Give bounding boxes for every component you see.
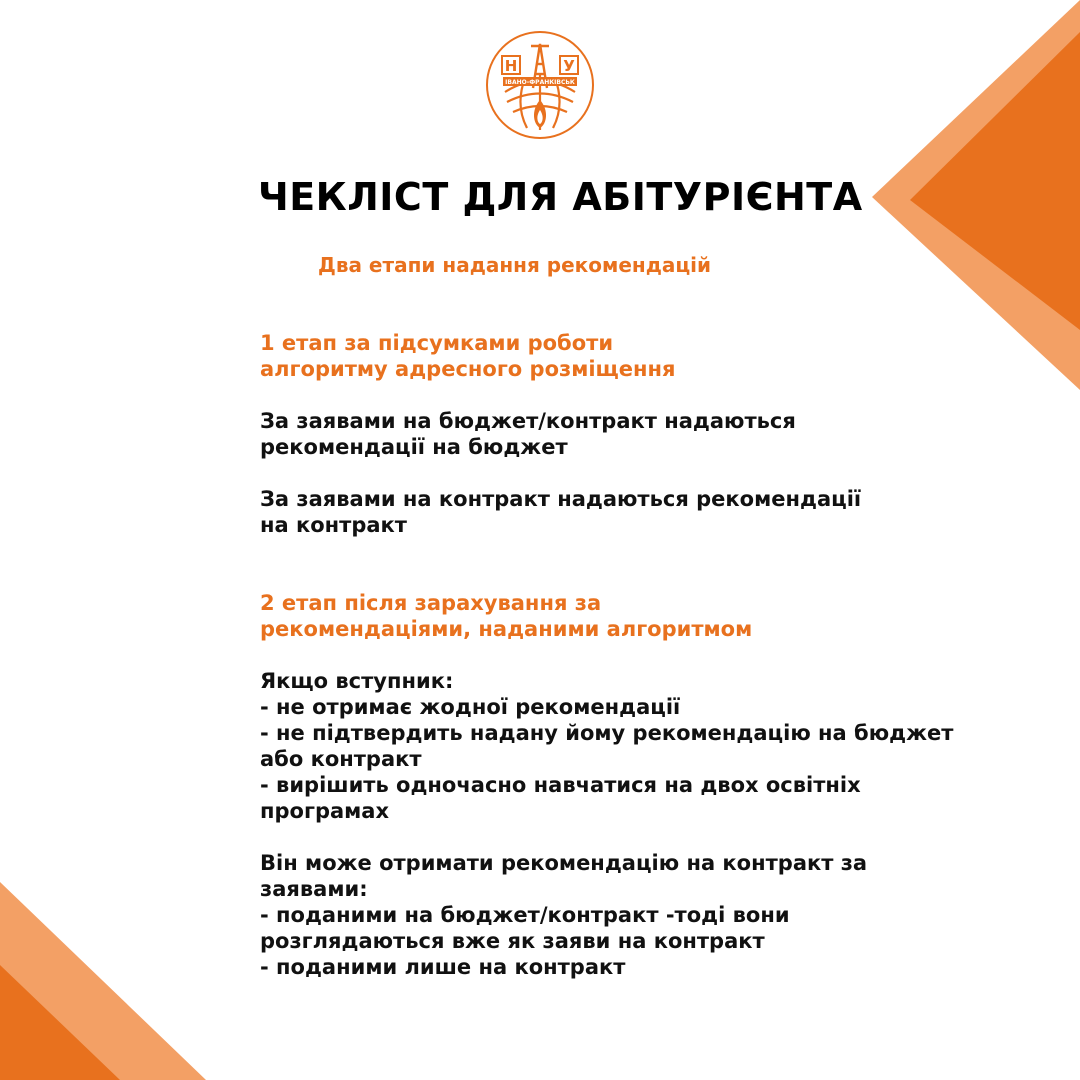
- text-line: програмах: [260, 799, 390, 823]
- text-line: або контракт: [260, 747, 422, 771]
- stage-1-paragraph: [260, 486, 950, 538]
- text-line: - не підтвердить надану йому рекомендацію на бюджет: [260, 721, 954, 745]
- text-line: на контракт: [260, 513, 407, 537]
- logo-letter-right: У: [563, 57, 575, 75]
- text-line: Якщо вступник:: [260, 669, 454, 693]
- stage-2-options: [260, 850, 950, 980]
- text-line: За заявами на контракт надаються рекомендації: [260, 487, 862, 511]
- text-line: рекомендації на бюджет: [260, 435, 568, 459]
- logo-ribbon-text: ІВАНО-ФРАНКІВСЬК: [505, 79, 575, 86]
- stage-1-paragraph: [260, 408, 950, 460]
- stage-1-heading-line: 1 етап за підсумками роботи: [260, 331, 614, 355]
- text-line: - вирішить одночасно навчатися на двох освітніх: [260, 773, 861, 797]
- stage-2-conditions: [260, 668, 954, 824]
- page-title: ЧЕКЛІСТ ДЛЯ АБІТУРІЄНТА: [258, 175, 863, 219]
- text-line: - поданими лише на контракт: [260, 955, 626, 979]
- page-subtitle: Два етапи надання рекомендацій: [318, 253, 712, 277]
- text-line: розглядаються вже як заяви на контракт: [260, 929, 765, 953]
- text-line: - не отримає жодної рекомендації: [260, 695, 681, 719]
- stage-2-heading: [260, 590, 950, 642]
- text-line: заявами:: [260, 877, 368, 901]
- stage-2-heading-line: рекомендаціями, наданими алгоритмом: [260, 617, 753, 641]
- checklist-content: [260, 330, 954, 980]
- stage-1-heading: [260, 330, 950, 382]
- text-line: За заявами на бюджет/контракт надаються: [260, 409, 796, 433]
- text-line: - поданими на бюджет/контракт -тоді вони: [260, 903, 790, 927]
- stage-1-heading-line: алгоритму адресного розміщення: [260, 357, 676, 381]
- university-logo-icon: [485, 30, 595, 140]
- logo-letter-left: Н: [504, 57, 518, 75]
- text-line: Він може отримати рекомендацію на контракт за: [260, 851, 868, 875]
- stage-2-heading-line: 2 етап після зарахування за: [260, 591, 602, 615]
